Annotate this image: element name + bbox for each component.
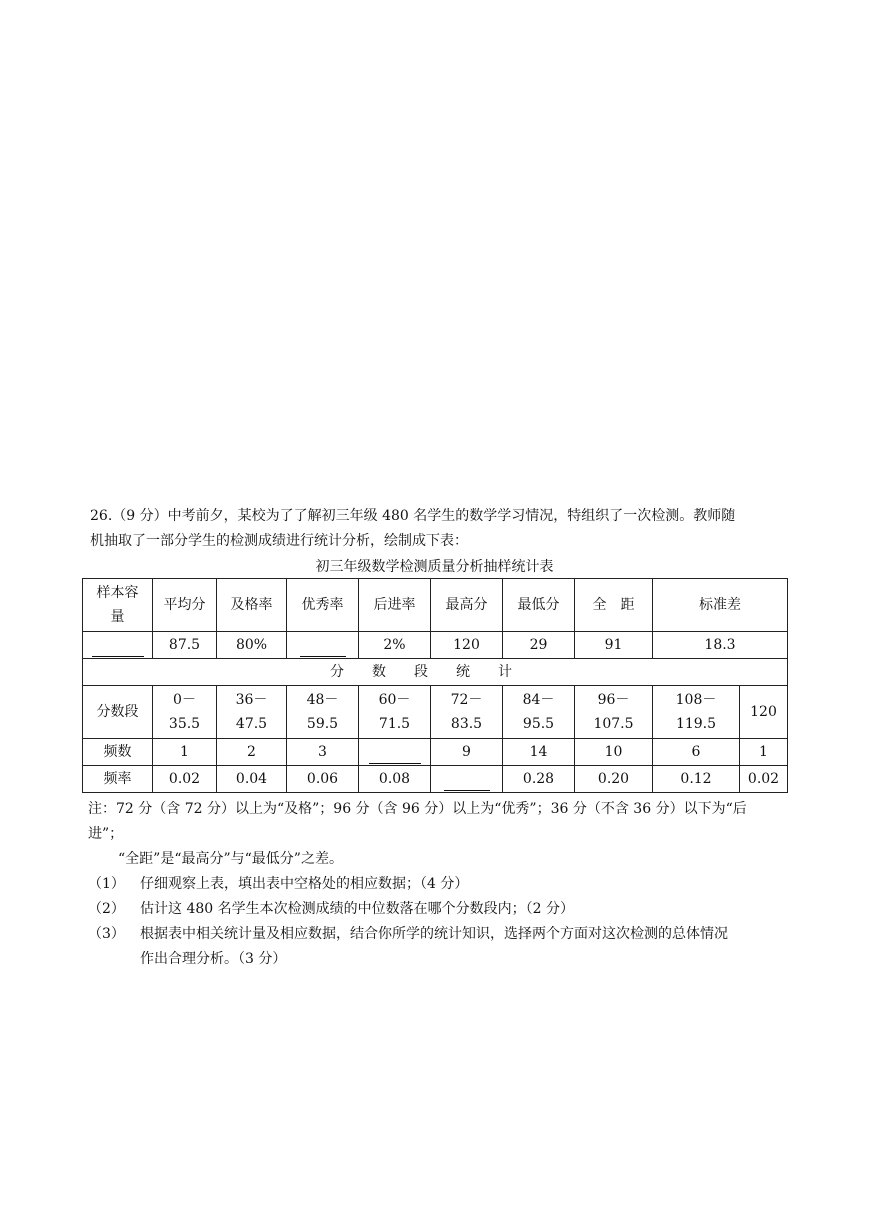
segment-to: 35.5: [168, 716, 201, 732]
sub-question-number: （1）: [88, 876, 125, 892]
sub-question-text: [140, 922, 788, 972]
std-dev-value: 18.3: [653, 632, 788, 659]
average-header: 平均分: [153, 579, 217, 632]
answer-blank: [444, 774, 490, 791]
segment-from: 72－: [450, 692, 483, 708]
segment-cell: [153, 686, 217, 739]
frequency-cell: 1: [153, 739, 217, 766]
rate-label: 频率: [83, 766, 153, 793]
rate-row: [83, 766, 788, 793]
frequency-cell: 6: [653, 739, 740, 766]
sample-size-blank: [83, 632, 153, 659]
segment-to: 119.5: [675, 716, 717, 732]
frequency-cell: 14: [503, 739, 575, 766]
answer-blank: [369, 747, 421, 764]
question-line-2: 机抽取了一部分学生的检测成绩进行统计分析，绘制成下表：: [90, 533, 468, 549]
note-line-1: 注：72 分（含 72 分）以上为“及格”；96 分（含 96 分）以上为“优秀”；36 分（不含 36 分）以下为“后: [88, 801, 747, 817]
segment-to: 71.5: [378, 716, 411, 732]
note-line-2: 进”；: [88, 826, 124, 842]
segment-from: 48－: [306, 692, 339, 708]
table-title: 初三年级数学检测质量分析抽样统计表: [315, 559, 554, 575]
range-value: 91: [575, 632, 653, 659]
question-intro: [90, 504, 790, 554]
segment-label: 分数段: [83, 686, 153, 739]
frequency-label: 频数: [83, 739, 153, 766]
sample-size-header-line1: 样本容: [96, 585, 139, 601]
frequency-cell: 2: [217, 739, 287, 766]
sub-question-number: （2）: [88, 901, 125, 917]
segment-cell: [359, 686, 431, 739]
rate-cell: 0.28: [503, 766, 575, 793]
header-row: [83, 579, 788, 632]
sub-question-text-line1: 根据表中相关统计量及相应数据，结合你所学的统计知识，选择两个方面对这次检测的总体情况: [140, 926, 728, 942]
min-score-header: 最低分: [503, 579, 575, 632]
segment-from: 84－: [522, 692, 555, 708]
frequency-blank: [359, 739, 431, 766]
segment-cell: [653, 686, 740, 739]
rate-cell: 0.12: [653, 766, 740, 793]
note-line-3: “全距”是“最高分”与“最低分”之差。: [118, 851, 343, 867]
segment-cell: [431, 686, 503, 739]
segment-cell: [503, 686, 575, 739]
segment-cell-last: 120: [740, 686, 788, 739]
segment-to: 83.5: [450, 716, 483, 732]
rate-blank: [431, 766, 503, 793]
pass-rate-header: 及格率: [217, 579, 287, 632]
sample-size-header: [83, 579, 153, 632]
segment-from: 108－: [675, 692, 717, 708]
pass-rate-value: 80%: [217, 632, 287, 659]
segment-from: 60－: [378, 692, 411, 708]
segment-to: 95.5: [522, 716, 555, 732]
sub-question-number: （3）: [88, 926, 125, 942]
segment-cell: [575, 686, 653, 739]
values-row: [83, 632, 788, 659]
rate-cell: 0.02: [153, 766, 217, 793]
frequency-row: [83, 739, 788, 766]
behind-rate-header: 后进率: [359, 579, 431, 632]
segment-cell: [287, 686, 359, 739]
max-score-value: 120: [431, 632, 503, 659]
max-score-header: 最高分: [431, 579, 503, 632]
frequency-cell: 3: [287, 739, 359, 766]
question-line-1: 26.（9 分）中考前夕，某校为了了解初三年级 480 名学生的数学学习情况，特组织了一次检测。教师随: [90, 508, 736, 524]
rate-cell: 0.02: [740, 766, 788, 793]
min-score-value: 29: [503, 632, 575, 659]
sub-question-1: [88, 872, 788, 897]
std-dev-header: 标准差: [653, 579, 788, 632]
segment-from: 96－: [597, 692, 630, 708]
section-row: [83, 659, 788, 686]
rate-cell: 0.04: [217, 766, 287, 793]
sample-size-header-line2: 量: [110, 609, 125, 625]
segment-to: 59.5: [306, 716, 339, 732]
excellent-rate-blank: [287, 632, 359, 659]
statistics-table: [82, 578, 788, 793]
segment-to: 47.5: [235, 716, 268, 732]
segment-from: 36－: [235, 692, 268, 708]
rate-cell: 0.08: [359, 766, 431, 793]
sub-question-text: 仔细观察上表，填出表中空格处的相应数据；（4 分）: [140, 876, 469, 892]
segment-section-title: 分数段统计: [83, 659, 788, 686]
frequency-cell: 1: [740, 739, 788, 766]
answer-blank: [300, 640, 346, 657]
rate-cell: 0.06: [287, 766, 359, 793]
sub-question-text-line2: 作出合理分析。（3 分）: [140, 951, 287, 967]
frequency-cell: 10: [575, 739, 653, 766]
segment-from: 0－: [173, 692, 196, 708]
segment-to: 107.5: [593, 716, 634, 732]
behind-rate-value: 2%: [359, 632, 431, 659]
range-header: 全 距: [575, 579, 653, 632]
average-value: 87.5: [153, 632, 217, 659]
frequency-cell: 9: [431, 739, 503, 766]
notes-section: [88, 797, 788, 972]
sub-question-2: [88, 897, 788, 922]
excellent-rate-header: 优秀率: [287, 579, 359, 632]
sub-question-text: 估计这 480 名学生本次检测成绩的中位数落在哪个分数段内；（2 分）: [140, 901, 574, 917]
answer-blank: [92, 640, 144, 657]
rate-cell: 0.20: [575, 766, 653, 793]
segment-row: [83, 686, 788, 739]
sub-question-3: [88, 922, 788, 972]
segment-cell: [217, 686, 287, 739]
